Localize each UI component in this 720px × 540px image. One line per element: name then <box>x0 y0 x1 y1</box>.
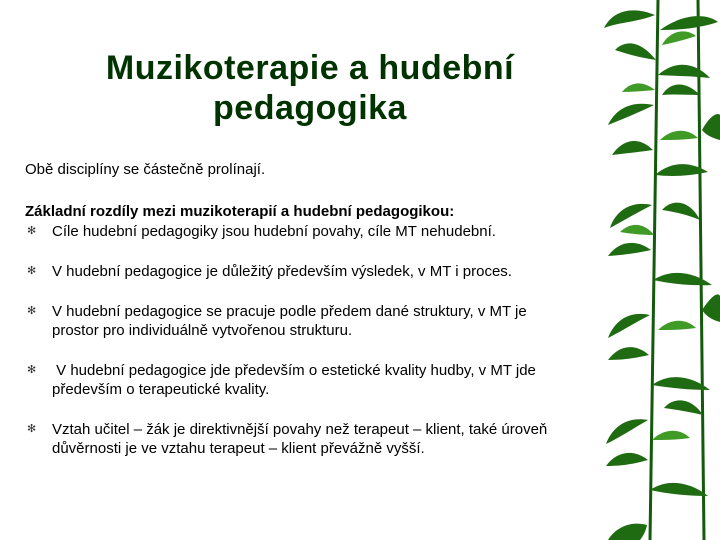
bullet-item <box>25 302 590 340</box>
bullet-item <box>25 262 590 281</box>
bamboo-stem <box>698 0 704 540</box>
bullet-item <box>25 222 590 241</box>
asterisk-bullet-icon: ✻ <box>27 364 37 376</box>
bullet-text-line-1: Vztah učitel – žák je direktivnější povahy než terapeut – klient, také úroveň <box>52 421 548 438</box>
bamboo-stem <box>650 0 658 540</box>
bullet-text-line-1: V hudební pedagogice se pracuje podle předem dané struktury, v MT je <box>52 303 527 320</box>
bullet-text-line-2: prostor pro individuálně vytvořenou strukturu. <box>52 322 353 339</box>
bullet-text: V hudební pedagogice je důležitý především výsledek, v MT i proces. <box>52 263 512 280</box>
asterisk-bullet-icon: ✻ <box>27 265 37 277</box>
bullet-text: Cíle hudební pedagogiky jsou hudební povahy, cíle MT nehudební. <box>52 223 496 240</box>
bullet-item <box>25 420 590 458</box>
bullet-text-line-2: především o terapeutické kvality. <box>52 381 270 398</box>
bullet-text-line-2: důvěrnosti je ve vztahu terapeut – klient převážně vyšší. <box>52 440 425 457</box>
bullet-list <box>25 222 590 458</box>
title-line-1: Muzikoterapie a hudební <box>105 49 515 87</box>
subheading: Základní rozdíly mezi muzikoterapií a hudební pedagogikou: <box>25 203 455 220</box>
bamboo-leaves-decoration <box>600 0 720 540</box>
bullet-item <box>25 361 590 399</box>
asterisk-bullet-icon: ✻ <box>27 305 37 317</box>
asterisk-bullet-icon: ✻ <box>27 423 37 435</box>
title-line-2: pedagogika <box>213 89 407 127</box>
asterisk-bullet-icon: ✻ <box>27 225 37 237</box>
bullet-text-line-1: V hudební pedagogice jde především o estetické kvality hudby, v MT jde <box>52 362 536 379</box>
intro-text: Obě disciplíny se částečně prolínají. <box>25 161 266 178</box>
slide-title <box>40 48 580 128</box>
